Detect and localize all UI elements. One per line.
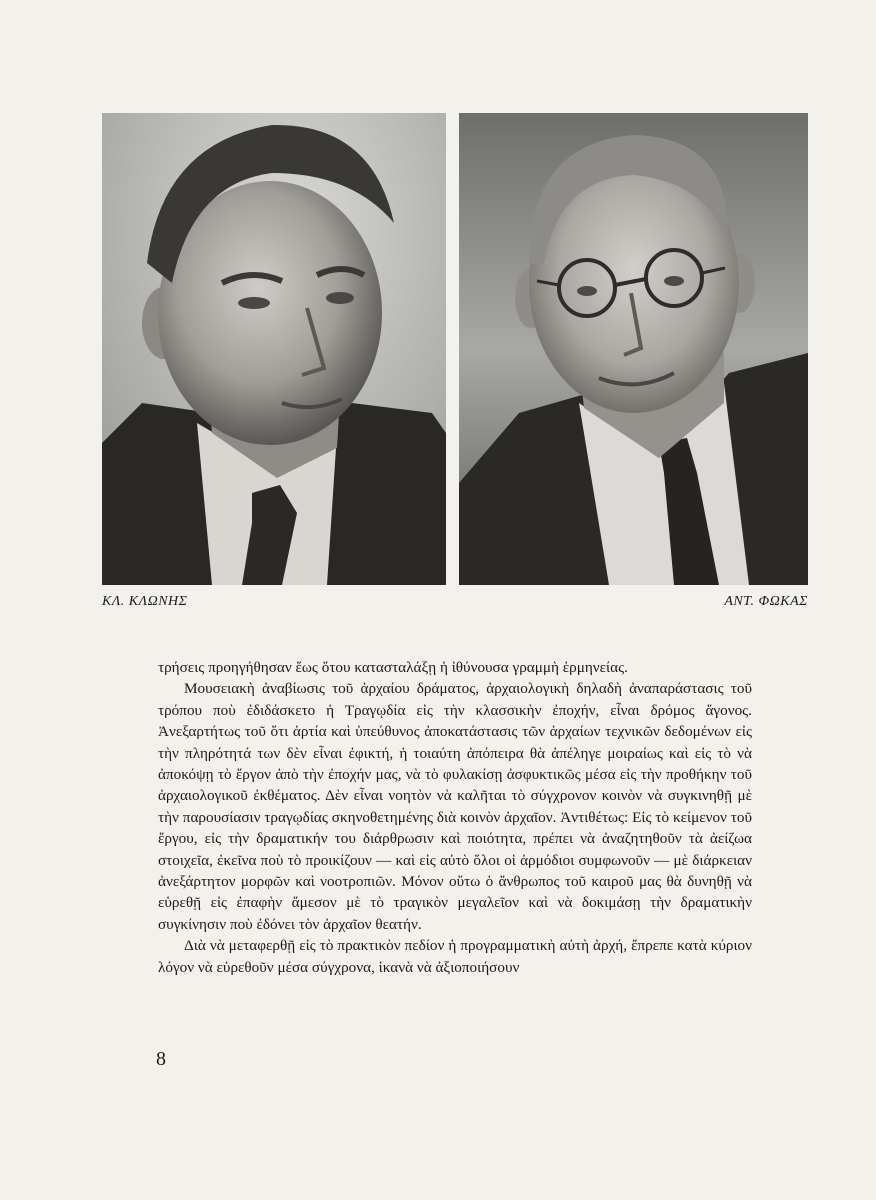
portrait-right-image [459,113,808,585]
paragraph: Διὰ νὰ μεταφερθῇ εἰς τὸ πρακτικὸν πεδίον ἡ προγραμματικὴ αὐτὴ ἀρχή, ἔπρεπε κατὰ κύριον λόγον νὰ εὑρεθοῦν μέσα σύγχρονα, ἱκανὰ νὰ ἀξιοποιήσουν [158,937,752,976]
caption-right: ΑΝΤ. ΦΩΚΑΣ [724,594,808,609]
paragraph: Μουσειακὴ ἀναβίωσις τοῦ ἀρχαίου δράματος, ἀρχαιολογικὴ δηλαδὴ ἀναπαράστασις τοῦ τρόπου ποὺ ἐδιδάσκετο ἡ Τραγῳδία εἰς τὴν κλασσικὴν ἐποχήν, εἶναι δρόμος ἄγονος. Ἀνεξαρτήτως τοῦ ὅτι ἀρτία καὶ ὑπεύθυνος ἀποκατάστασις τῶν ἀρχαίων τεχνικῶν δεδομένων εἰς τὴν πληρότητά των δὲν εἶναι ἐφικτή, ἡ τοιαύτη ἀπόπειρα θὰ ἀπέληγε μοιραίως καὶ εἰς τὸ νὰ ἀποκόψῃ τὸ ἔργον ἀπὸ τὴν ἐποχήν μας, νὰ τὸ φυλακίσῃ ἀσφυκτικῶς μέσα εἰς τὴν προθήκην τοῦ ἀρχαιολογικοῦ ἐκθέματος. Δὲν εἶναι νοητὸν νὰ καλῆται τὸ σύγχρονον κοινὸν νὰ συγκινηθῇ μὲ τὴν παρουσίασιν τραγῳδίας σκηνοθετημένης διὰ κοινὸν ἀρχαῖον. Ἀντιθέτως: Εἰς τὸ κείμενον τοῦ ἔργου, εἰς τὴν δραματικήν του διάρθρωσιν καὶ ποιότητα, πρέπει νὰ ἀναζητηθοῦν τὰ ἀείζωα στοιχεῖα, ἐκεῖνα ποὺ τὸ προικίζουν — καὶ εἰς αὐτὸ ὅλοι οἱ ἁρμόδιοι συμφωνοῦν — μὲ διάρκειαν ἀνεξάρτητον μορφῶν καὶ νοοτροπιῶν. Μόνον οὕτω ὁ ἄνθρωπος τοῦ καιροῦ μας θὰ δυνηθῇ νὰ εὑρεθῇ εἰς ἐπαφὴν ἄμεσον μὲ τὸ τραγικὸν μεγαλεῖον καὶ νὰ δοκιμάσῃ τὴν δραματικὴν συγκίνησιν ποὺ ἐδόνει τὸν ἀρχαῖον θεατήν. [158,680,752,933]
body-text [158,657,752,978]
caption-left: ΚΛ. ΚΛΩΝΗΣ [102,594,188,609]
paragraph: τρήσεις προηγήθησαν ἕως ὅτου κατασταλάξῃ ἡ ἰθύνουσα γραμμὴ ἑρμηνείας. [158,659,628,676]
portrait-photo-left [102,113,446,585]
page-number: 8 [156,1048,166,1070]
portrait-left-image [102,113,446,585]
portrait-photo-right [459,113,808,585]
